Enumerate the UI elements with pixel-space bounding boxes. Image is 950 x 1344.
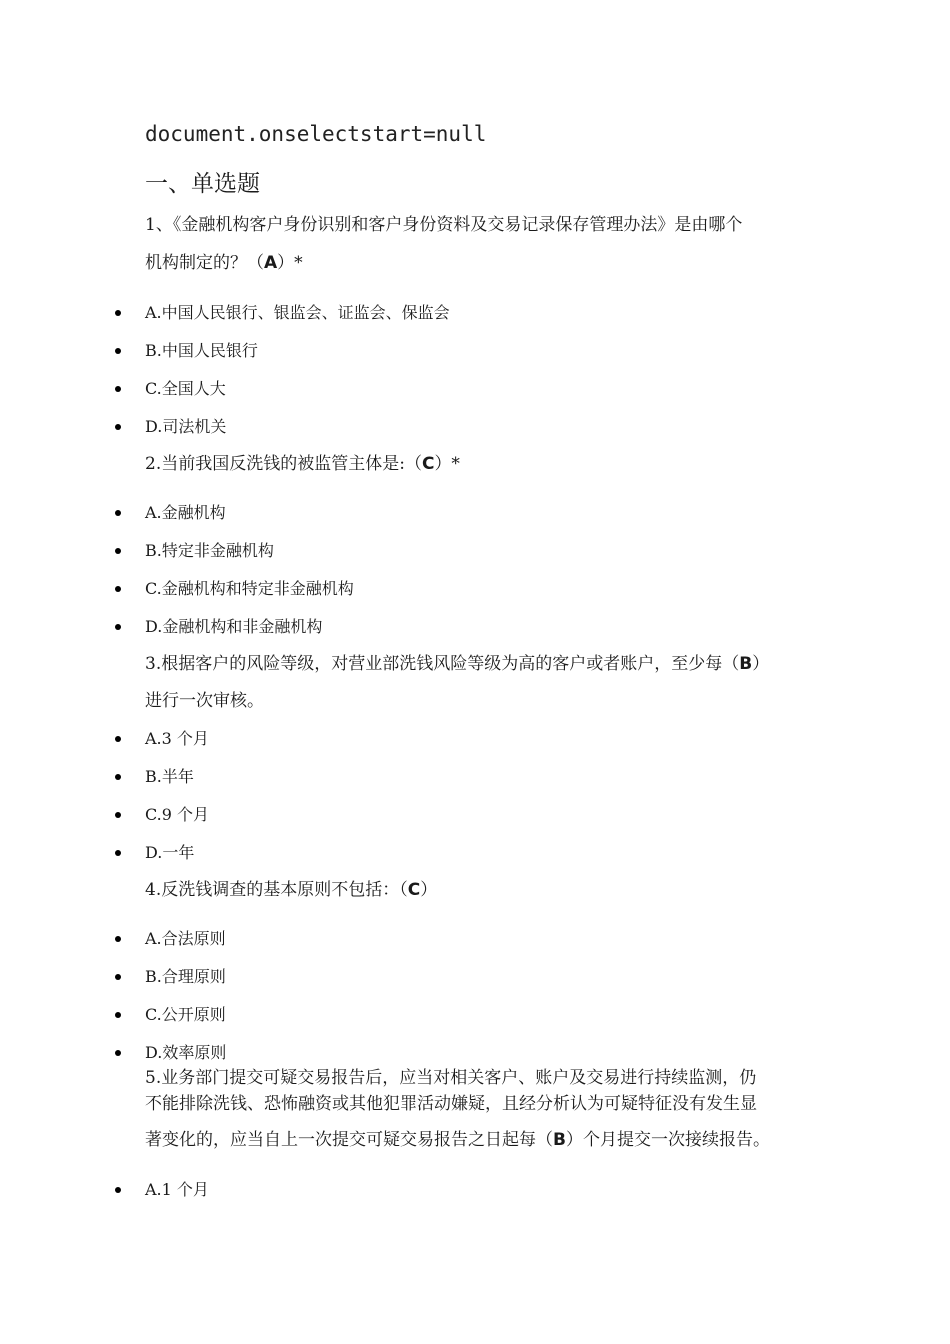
question-5-line-1: 5.业务部门提交可疑交易报告后，应当对相关客户、账户及交易进行持续监测，仍 [145,1068,757,1088]
bullet-icon [115,510,121,516]
bullet-icon [115,1187,121,1193]
question-2-option-a: A.金融机构 [0,504,950,524]
question-1-line-2: 机构制定的？（A）* [145,253,303,273]
question-2-line-1: 2.当前我国反洗钱的被监管主体是:（C）* [145,454,460,474]
question-1-option-a: A.中国人民银行、银监会、证监会、保监会 [0,304,950,324]
code-line: document.onselectstart=null [145,122,487,146]
bullet-icon [115,812,121,818]
question-1-option-b: B.中国人民银行 [0,342,950,362]
question-5-line-2: 不能排除洗钱、恐怖融资或其他犯罪活动嫌疑，且经分析认为可疑特征没有发生显 [145,1094,757,1114]
question-3-line-1: 3.根据客户的风险等级，对营业部洗钱风险等级为高的客户或者账户，至少每（B） [145,654,770,674]
bullet-icon [115,936,121,942]
question-1-option-c: C.全国人大 [0,380,950,400]
question-5-answer: B [553,1130,566,1150]
question-4-option-d: D.效率原则 [0,1044,950,1064]
bullet-icon [115,1050,121,1056]
question-5-option-a: A.1 个月 [0,1181,950,1201]
question-1-option-d: D.司法机关 [0,418,950,438]
bullet-icon [115,850,121,856]
bullet-icon [115,736,121,742]
question-5-line-3: 著变化的，应当自上一次提交可疑交易报告之日起每（B）个月提交一次接续报告。 [145,1130,770,1150]
question-4-option-b: B.合理原则 [0,968,950,988]
question-3-answer: B [739,654,753,674]
question-2-option-d: D.金融机构和非金融机构 [0,618,950,638]
bullet-icon [115,424,121,430]
bullet-icon [115,974,121,980]
question-2-option-c: C.金融机构和特定非金融机构 [0,580,950,600]
bullet-icon [115,774,121,780]
section-title: 一、单选题 [145,171,260,197]
question-3-option-a: A.3 个月 [0,730,950,750]
question-4-line-1: 4.反洗钱调查的基本原则不包括：（C） [145,880,438,900]
bullet-icon [115,548,121,554]
question-2-answer: C [421,454,435,474]
question-4-option-a: A.合法原则 [0,930,950,950]
bullet-icon [115,586,121,592]
question-3-option-c: C.9 个月 [0,806,950,826]
bullet-icon [115,348,121,354]
question-2-option-b: B.特定非金融机构 [0,542,950,562]
question-1-answer: A [264,253,278,273]
question-4-option-c: C.公开原则 [0,1006,950,1026]
question-1-line-1: 1、《金融机构客户身份识别和客户身份资料及交易记录保存管理办法》是由哪个 [145,215,743,235]
question-3-option-d: D.一年 [0,844,950,864]
bullet-icon [115,310,121,316]
question-3-line-2: 进行一次审核。 [145,691,264,711]
bullet-icon [115,386,121,392]
bullet-icon [115,624,121,630]
bullet-icon [115,1012,121,1018]
question-4-answer: C [407,880,421,900]
question-3-option-b: B.半年 [0,768,950,788]
